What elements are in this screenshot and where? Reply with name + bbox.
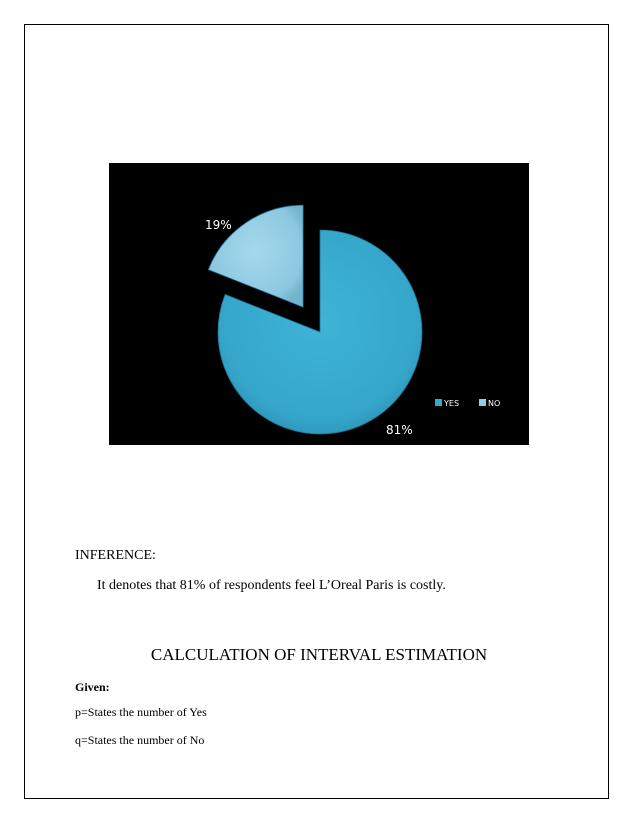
- legend-label-no: NO: [488, 399, 501, 408]
- legend-swatch-yes: [435, 399, 442, 406]
- legend-swatch-no: [479, 399, 486, 406]
- pie-chart-svg: [109, 163, 529, 445]
- p-definition: p=States the number of Yes: [75, 705, 207, 719]
- legend-label-yes: YES: [444, 399, 460, 408]
- pie-chart: [109, 163, 529, 445]
- inference-heading: INFERENCE:: [75, 548, 156, 563]
- given-label: Given:: [75, 680, 110, 694]
- q-definition: q=States the number of No: [75, 733, 205, 747]
- slice-label-yes: 81%: [386, 423, 413, 437]
- slice-label-no: 19%: [205, 218, 232, 232]
- inference-text: It denotes that 81% of respondents feel L’Oreal Paris is costly.: [97, 578, 446, 593]
- legend: [435, 399, 500, 408]
- calculation-title: CALCULATION OF INTERVAL ESTIMATION: [150, 645, 488, 664]
